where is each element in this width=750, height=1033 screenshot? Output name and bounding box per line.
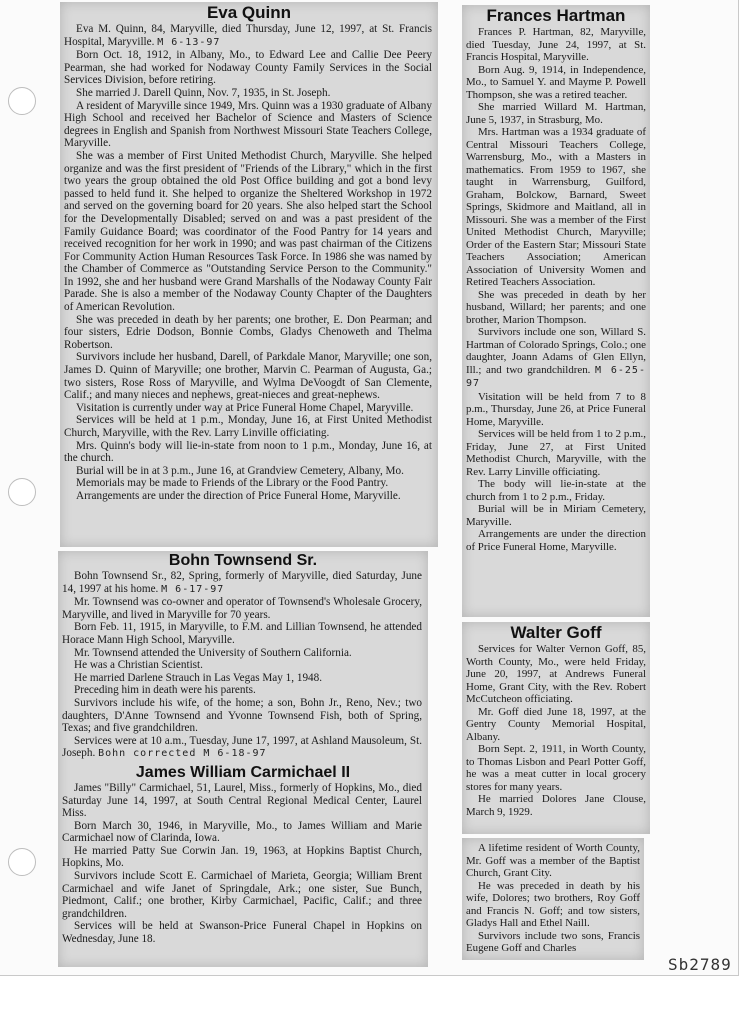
obituary-paragraph: Services will be held at Swanson-Price Funeral Chapel in Hopkins on Wednesday, June 18. bbox=[62, 920, 422, 946]
obituary-clipping-eva-quinn bbox=[60, 2, 438, 547]
obituary-paragraph: Born Oct. 18, 1912, in Albany, Mo., to Edward Lee and Callie Dee Peery Pearman, she had worked for Nodaway County Family Services in the Social Services Division, before retiring. bbox=[64, 49, 432, 87]
obituary-body bbox=[58, 570, 428, 761]
punch-hole bbox=[8, 478, 36, 506]
obituary-paragraph: She married J. Darell Quinn, Nov. 7, 1935, in St. Joseph. bbox=[76, 86, 331, 99]
obituary-paragraph: Burial will be in at 3 p.m., June 16, at Grandview Cemetery, Albany, Mo. bbox=[76, 464, 404, 477]
obituary-headline: Bohn Townsend Sr. bbox=[168, 552, 318, 569]
obituary-paragraph: Born March 30, 1946, in Maryville, Mo., to James William and Marie Carmichael now of Clarinda, Iowa. bbox=[62, 819, 422, 845]
obituary-headline: Frances Hartman bbox=[486, 6, 626, 25]
obituary-paragraph: Preceding him in death were his parents. bbox=[74, 684, 256, 697]
obituary-paragraph: She was a member of First United Methodist Church, Maryville. She helped organize and was the first president of "Friends of the Library," which in the first two years the group obtained the old Post Office building and got a bond levy passed to held fund it. She helped to organize the Sheltered Workshop in 1972 and served on the governing board for 20 years. She also helped start the School for the Developmentally Disabled; served on and was a past president of the Family Guidance Board; was coordinator of the Food Pantry for 14 years and received recognition for her work in 1990; and was past chairman of the Citizens For Community Action Human Resources Task Force. In 1986 she was named by the Chamber of Commerce as "Outstanding Service Person to the Community." In 1992, she and her husband were Grand Marshalls of the Nodaway County Fair Parade. She is also a member of the Nodaway County Chapter of the Daughters of American Revolution. bbox=[64, 149, 432, 314]
obituary-paragraph: Services were at 10 a.m., Tuesday, June 17, 1997, at Ashland Mausoleum, St. Joseph. Bohn corrected M 6-18-97 bbox=[62, 734, 422, 760]
obituary-paragraph: Mr. Townsend was co-owner and operator of Townsend's Wholesale Grocery, Maryville, and lived in Maryville for 70 years. bbox=[62, 596, 422, 621]
obituary-paragraph: Services will be held from 1 to 2 p.m., Friday, June 27, at First United Methodist Church, Maryville, with the Rev. Larry Linville officiating. bbox=[466, 428, 646, 478]
obituary-paragraph: A resident of Maryville since 1949, Mrs. Quinn was a 1930 graduate of Albany High School and received her Bachelor of Science and Masters of Science degrees in English and Spanish from Northwest Missouri State Teachers College, Maryville. bbox=[64, 99, 432, 150]
obituary-body bbox=[58, 782, 428, 946]
obituary-body bbox=[462, 26, 650, 553]
obituary-body bbox=[60, 23, 438, 503]
obituary-paragraph: Arrangements are under the direction of Price Funeral Home, Maryville. bbox=[466, 528, 646, 553]
obituary-paragraph: Arrangements are under the direction of Price Funeral Home, Maryville. bbox=[76, 489, 401, 502]
archive-reference-number: Sb2789 bbox=[668, 955, 732, 974]
obituary-clipping-townsend-carmichael bbox=[58, 551, 428, 967]
obituary-paragraph: He was a Christian Scientist. bbox=[74, 659, 203, 672]
obituary-paragraph: Born Feb. 11, 1915, in Maryville, to F.M. and Lillian Townsend, he attended Horace Mann High School, Maryville. bbox=[62, 621, 422, 646]
obituary-paragraph: She was preceded in death by her parents; one brother, E. Don Pearman; and four sisters, Edrie Dodson, Bonnie Combs, Gladys Chenoweth and Thelma Robertson. bbox=[64, 313, 432, 351]
obituary-paragraph: Survivors include his wife, of the home; a son, Bohn Jr., Reno, Nev.; two daughters, D'Anne Townsend and Yvonne Townsend Fish, both of Spring, Texas; and five grandchildren. bbox=[62, 696, 422, 735]
obituary-headline: Walter Goff bbox=[510, 623, 602, 642]
punch-hole bbox=[8, 87, 36, 115]
obituary-paragraph: Visitation is currently under way at Price Funeral Home Chapel, Maryville. bbox=[76, 401, 414, 414]
obituary-clipping-walter-goff bbox=[462, 622, 650, 834]
obituary-paragraph: He was preceded in death by his wife, Dolores; two brothers, Roy Goff and Francis N. Goff; and tow sisters, Gladys Hall and Ethel Naill. bbox=[466, 879, 640, 929]
obituary-paragraph: Bohn Townsend Sr., 82, Spring, formerly of Maryville, died Saturday, June 14, 1997 at his home. M 6-17-97 bbox=[62, 570, 422, 595]
obituary-body bbox=[462, 643, 650, 818]
obituary-paragraph: James "Billy" Carmichael, 51, Laurel, Miss., formerly of Hopkins, Mo., died Saturday June 14, 1997, at South Central Regional Medical Center, Laurel Miss. bbox=[62, 781, 422, 820]
obituary-paragraph: Frances P. Hartman, 82, Maryville, died Tuesday, June 24, 1997, at St. Francis Hospital, Maryville. bbox=[466, 26, 646, 63]
obituary-paragraph: A lifetime resident of Worth County, Mr. Goff was a member of the Baptist Church, Grant City. bbox=[466, 842, 640, 879]
obituary-paragraph: He married Patty Sue Corwin Jan. 19, 1963, at Hopkins Baptist Church, Hopkins, Mo. bbox=[62, 844, 422, 870]
obituary-paragraph: Survivors include her husband, Darell, of Parkdale Manor, Maryville; one son, James D. Quinn of Maryville; one brother, Marvin C. Pearman of Augusta, Ga.; two sisters, Rose Ross of Maryville, and Wylma DeVoogdt of San Clemente, Calif.; and many nieces and nephews, great-nieces and great-nephews. bbox=[64, 351, 432, 402]
obituary-paragraph: He married Dolores Jane Clouse, March 9, 1929. bbox=[466, 793, 646, 818]
obituary-paragraph: Services for Walter Vernon Goff, 85, Worth County, Mo., were held Friday, June 20, 1997, at Andrews Funeral Home, Grant City, with the Rev. Robert McCutcheon officiating. bbox=[466, 643, 646, 705]
obituary-paragraph: Born Sept. 2, 1911, in Worth County, to Thomas Lisbon and Pearl Potter Goff, he was a meat cutter in local grocery stores for many years. bbox=[466, 743, 646, 793]
obituary-clipping-frances-hartman bbox=[462, 5, 650, 617]
obituary-body bbox=[462, 838, 644, 955]
punch-hole bbox=[8, 848, 36, 876]
obituary-paragraph: Born Aug. 9, 1914, in Independence, Mo., to Samuel Y. and Mayme P. Powell Thompson, she was a retired teacher. bbox=[466, 63, 646, 101]
obituary-headline: James William Carmichael II bbox=[135, 763, 351, 781]
obituary-paragraph: Survivors include two sons, Francis Eugene Goff and Charles bbox=[466, 929, 640, 954]
obituary-paragraph: Survivors include one son, Willard S. Hartman of Colorado Springs, Colo.; one daughter, Joann Adams of Glen Ellyn, Ill.; and two grandchildren. M 6-25-97 bbox=[466, 326, 646, 389]
obituary-paragraph: Survivors include Scott E. Carmichael of Marieta, Georgia; William Brent Carmichael and wife Janet of Springdale, Ark.; one sister, Sue Bunch, Piedmont, Calif.; one brother, Kirby Carmichael, Pacific, Calif.; and three grandchildren. bbox=[62, 870, 422, 920]
obituary-paragraph: Memorials may be made to Friends of the Library or the Food Pantry. bbox=[76, 477, 389, 490]
obituary-paragraph: The body will lie-in-state at the church from 1 to 2 p.m., Friday. bbox=[466, 478, 646, 503]
obituary-paragraph: She married Willard M. Hartman, June 5, 1937, in Strasburg, Mo. bbox=[466, 101, 646, 126]
handwritten-correction-note: Bohn corrected M 6-18-97 bbox=[98, 748, 267, 760]
obituary-paragraph: Mrs. Quinn's body will lie-in-state from noon to 1 p.m., Monday, June 16, at the church. bbox=[64, 439, 432, 465]
obituary-paragraph: Services will be held at 1 p.m., Monday, June 16, at First United Methodist Church, Maryville, with the Rev. Larry Linville officiating. bbox=[64, 414, 432, 439]
obituary-paragraph: She was preceded in death by her husband, Willard; her parents; and one brother, Marion Thompson. bbox=[466, 288, 646, 326]
obituary-paragraph: Mr. Goff died June 18, 1997, at the Gentry County Memorial Hospital, Albany. bbox=[466, 705, 646, 743]
obituary-paragraph: He married Darlene Strauch in Las Vegas May 1, 1948. bbox=[74, 671, 323, 684]
obituary-headline: Eva Quinn bbox=[206, 3, 292, 22]
handwritten-date-note: M 6-25-97 bbox=[466, 364, 646, 389]
obituary-paragraph: Burial will be in Miriam Cemetery, Maryville. bbox=[466, 503, 646, 528]
obituary-paragraph: Mr. Townsend attended the University of Southern California. bbox=[74, 646, 352, 659]
obituary-paragraph: Visitation will be held from 7 to 8 p.m., Thursday, June 26, at Price Funeral Home, Maryville. bbox=[466, 390, 646, 428]
obituary-paragraph: Mrs. Hartman was a 1934 graduate of Central Missouri Teachers College, Warrensburg, Mo., with a Masters in mathematics. From 1959 to 1967, she taught in Warrensburg, Guilford, Graham, Bolckow, Barnard, Sweet Springs, Skidmore and Maitland, all in Missouri. She was a member of the First United Methodist Church, Maryville; Order of the Eastern Star; Missouri State Teachers Association; American Association of University Women and Retired Teachers Association. bbox=[466, 126, 646, 288]
obituary-clipping-walter-goff-continued bbox=[462, 838, 644, 960]
handwritten-date-note: M 6-13-97 bbox=[157, 36, 221, 48]
obituary-paragraph: Eva M. Quinn, 84, Maryville, died Thursday, June 12, 1997, at St. Francis Hospital, Maryville. M 6-13-97 bbox=[64, 23, 432, 48]
handwritten-date-note: M 6-17-97 bbox=[161, 583, 225, 595]
